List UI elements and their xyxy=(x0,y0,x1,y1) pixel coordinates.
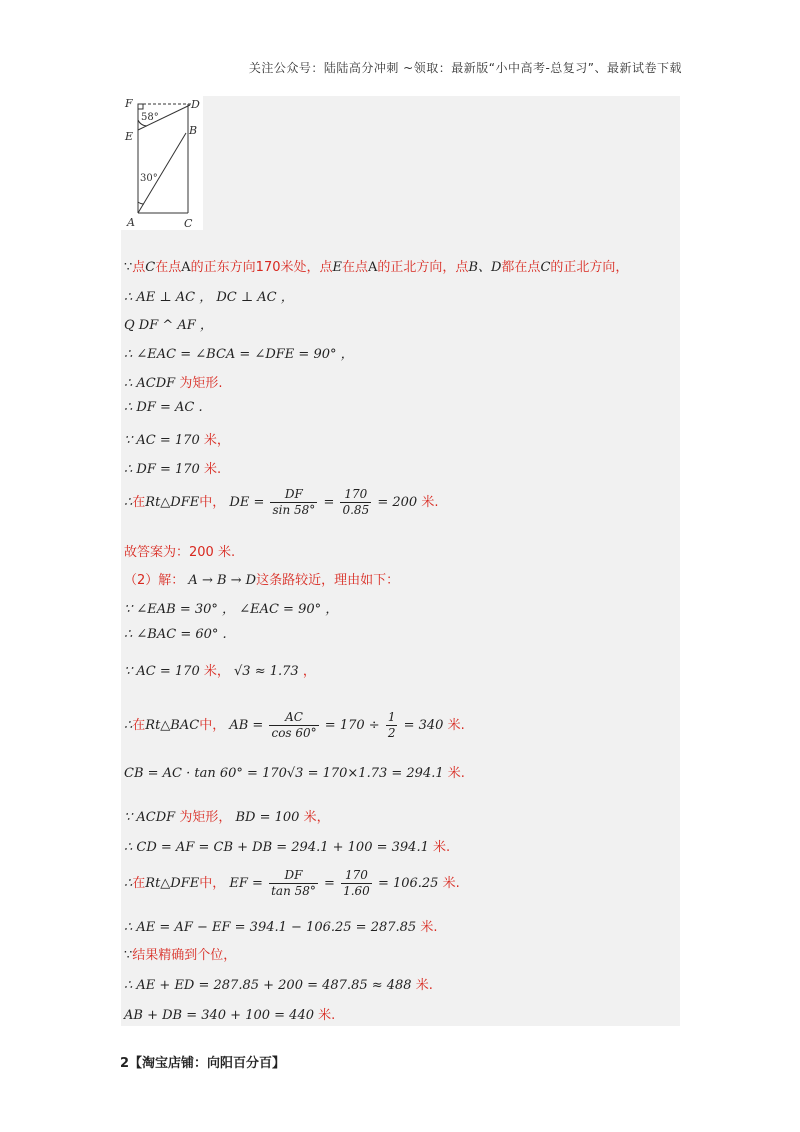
solution-line: ∴ CD = AF = CB + DB = 294.1 + 100 = 394.1 米. xyxy=(124,840,451,855)
angle-30: 30° xyxy=(140,173,158,184)
page-header: 关注公众号：陆陆高分冲刺 ~领取：最新版“小中高考-总复习”、最新试卷下载 xyxy=(248,61,682,75)
solution-line: ∴ AE + ED = 287.85 + 200 = 487.85 ≈ 488 米. xyxy=(124,978,433,993)
solution-line: ∵ AC = 170 米， xyxy=(124,433,230,448)
solution-line: Q DF ^ AF ， xyxy=(124,318,213,333)
solution-line: ∴ DF = AC . xyxy=(124,400,203,415)
fraction: $\frac{170}{1.60}$ xyxy=(343,868,370,898)
solution-line: ∴在Rt△DFE中， EF = $\frac{DF}{\tan 58^\circ}$ = $\frac{170}{1.60}$ = 106.25 米. xyxy=(124,868,460,898)
answer-line: 故答案为：200 米. xyxy=(124,545,236,560)
solution-line: ∴ ∠EAC = ∠BCA = ∠DFE = 90° ， xyxy=(124,347,354,362)
solution-line: CB = AC · tan 60° = 170√3 = 170×1.73 = 294.1 米. xyxy=(124,766,465,781)
page-footer: 2【淘宝店铺：向阳百分百】 xyxy=(120,1056,286,1071)
fraction: $\frac{AC}{\cos 60^\circ}$ xyxy=(271,710,317,740)
solution-line: ∵结果精确到个位， xyxy=(124,948,237,963)
label-E: E xyxy=(125,130,134,143)
solution-line: ∵点C在点A的正东方向170米处，点E在点A的正北方向，点B、D都在点C的正北方向， xyxy=(124,260,629,275)
fraction: $\frac{170}{0.85}$ xyxy=(342,487,370,517)
fraction: $\frac{1}{2}$ xyxy=(387,710,396,740)
solution-line: ∴ AE ⊥ AC ， DC ⊥ AC ， xyxy=(124,290,294,305)
solution-line: ∵ ∠EAB = 30° ， ∠EAC = 90° ， xyxy=(124,602,339,617)
label-A: A xyxy=(127,216,135,229)
solution-line: ∵ AC = 170 米， √3 ≈ 1.73 ， xyxy=(124,664,316,679)
solution-line: ∵ ACDF 为矩形， BD = 100 米， xyxy=(124,810,330,825)
solution-line: AB + DB = 340 + 100 = 440 米. xyxy=(124,1008,336,1023)
solution-line: ∴在Rt△BAC中， AB = $\frac{AC}{\cos 60^\circ}$ = 170 ÷ $\frac{1}{2}$ = 340 米. xyxy=(124,710,465,740)
geometry-figure xyxy=(121,96,203,230)
label-C: C xyxy=(184,217,193,230)
solution-line: ∴ DF = 170 米. xyxy=(124,462,222,477)
fraction: $\frac{DF}{\tan 58^\circ}$ xyxy=(271,868,316,898)
solution-line: ∴在Rt△DFE中， DE = $\frac{DF}{\sin 58^\circ}$ = $\frac{170}{0.85}$ = 200 米. xyxy=(124,487,439,517)
label-B: B xyxy=(189,124,198,137)
angle-58: 58° xyxy=(141,112,159,123)
label-D: D xyxy=(191,98,200,111)
fraction: $\frac{DF}{\sin 58^\circ}$ xyxy=(272,487,316,517)
solution-line: （2）解： A → B → D这条路较近，理由如下： xyxy=(124,573,400,588)
solution-line: ∴ ∠BAC = 60° . xyxy=(124,627,227,642)
solution-line: ∴ AE = AF − EF = 394.1 − 106.25 = 287.85 米. xyxy=(124,920,438,935)
label-F: F xyxy=(125,97,133,110)
solution-line: ∴ ACDF 为矩形. xyxy=(124,376,223,391)
